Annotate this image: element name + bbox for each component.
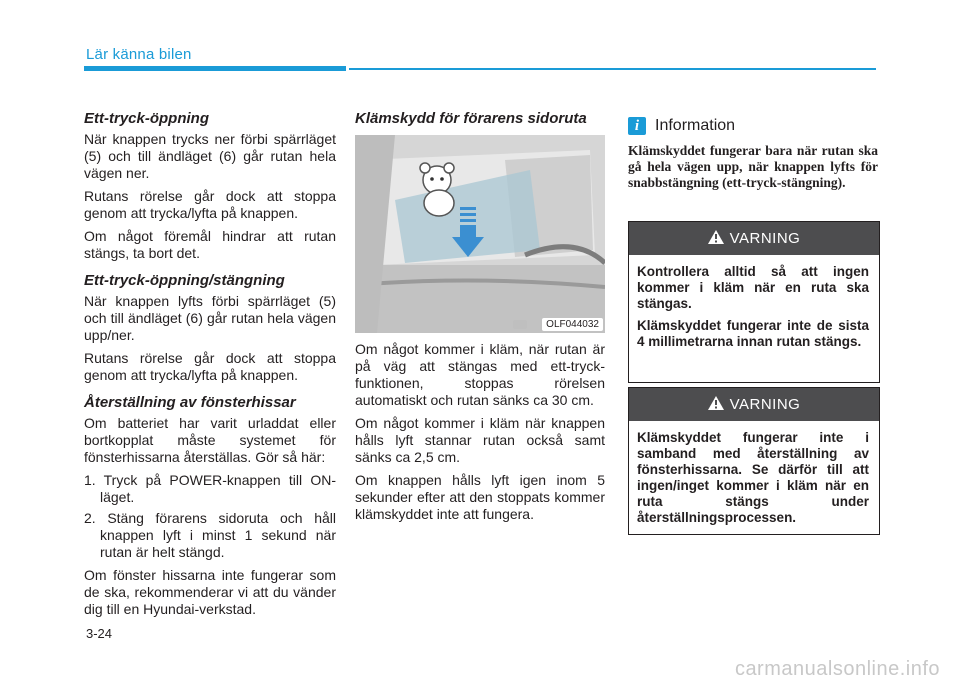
warning-text: Klämskyddet fungerar inte de sista 4 millimetrarna innan rutan stängs. xyxy=(637,318,869,349)
paragraph: Om något kommer i kläm, när rutan är på väg att stängas med ett-tryck-funktionen, stoppas rörelsen automatiskt och rutan sänks ca 30 cm. xyxy=(355,341,605,408)
heading-reset-window: Återställning av fönsterhissar xyxy=(84,394,296,411)
warning-triangle-icon xyxy=(708,396,724,414)
info-body: Klämskyddet fungerar bara när rutan ska gå hela vägen upp, när knappen lyfts för snabbstängning (ett-tryck-stängning). xyxy=(628,143,878,190)
warning-text: Klämskyddet fungerar inte i samband med återställning av fönsterhissarna. Se därför till att ingen/inget kommer i kläm när en ruta stängs under återställningsprocessen. xyxy=(637,430,869,525)
list-item: 1. Tryck på POWER-knappen till ON-läget. xyxy=(84,472,336,505)
paragraph: Om något föremål hindrar att rutan stängs, ta bort det. xyxy=(84,228,336,261)
warning-triangle-icon xyxy=(708,230,724,248)
heading-pinch-protection: Klämskydd för förarens sidoruta xyxy=(355,110,587,127)
watermark: carmanualsonline.info xyxy=(734,658,940,680)
reset-steps-list xyxy=(84,472,336,561)
warning-title: VARNING xyxy=(729,396,801,413)
heading-one-touch-open-close: Ett-tryck-öppning/stängning xyxy=(84,272,285,289)
paragraph: När knappen lyfts förbi spärrläget (5) och till ändläget (6) går rutan hela vägen upp/ner. xyxy=(84,293,336,343)
header-bar-thick xyxy=(84,66,346,71)
info-box xyxy=(628,115,878,191)
paragraph: Om fönster hissarna inte fungerar som de ska, rekommenderar vi att du vänder dig till en Hyundai-verkstad. xyxy=(84,567,336,617)
info-header xyxy=(628,115,878,137)
info-icon: i xyxy=(628,117,646,135)
paragraph: Om batteriet har varit urladdat eller bortkopplat måste systemet för fönsterhissarna återställas. Gör så här: xyxy=(84,415,336,465)
heading-one-touch-open: Ett-tryck-öppning xyxy=(84,110,209,127)
column-left xyxy=(84,110,336,624)
paragraph: Om något kommer i kläm när knappen hålls lyft stannar rutan också samt sänks ca 2,5 cm. xyxy=(355,415,605,465)
warning-text: Kontrollera alltid så att ingen kommer i kläm när en ruta ska stängas. xyxy=(637,264,869,311)
paragraph: Rutans rörelse går dock att stoppa genom att trycka/lyfta på knappen. xyxy=(84,188,336,221)
page-number: 3-24 xyxy=(86,626,113,641)
figure-code: OLF044032 xyxy=(542,318,603,331)
column-middle xyxy=(355,110,605,529)
paragraph: När knappen trycks ner förbi spärrläget (5) och till ändläget (6) går rutan hela vägen ner. xyxy=(84,131,336,181)
paragraph: Rutans rörelse går dock att stoppa genom att trycka/lyfta på knappen. xyxy=(84,350,336,383)
warning-header xyxy=(629,388,879,421)
section-title: Lär känna bilen xyxy=(86,46,192,63)
list-item: 2. Stäng förarens sidoruta och håll knappen lyft i minst 1 sekund när rutan är helt stängd. xyxy=(84,510,336,560)
paragraph: Om knappen hålls lyft igen inom 5 sekunder efter att den stoppats kommer klämskyddet inte att fungera. xyxy=(355,472,605,522)
warning-box xyxy=(628,387,880,535)
car-window-illustration xyxy=(355,135,605,333)
info-title: Information xyxy=(655,117,736,134)
figure-marker xyxy=(513,320,527,329)
header-bar-thin xyxy=(349,68,876,70)
warning-title: VARNING xyxy=(729,230,801,247)
warning-box xyxy=(628,221,880,383)
warning-header xyxy=(629,222,879,255)
